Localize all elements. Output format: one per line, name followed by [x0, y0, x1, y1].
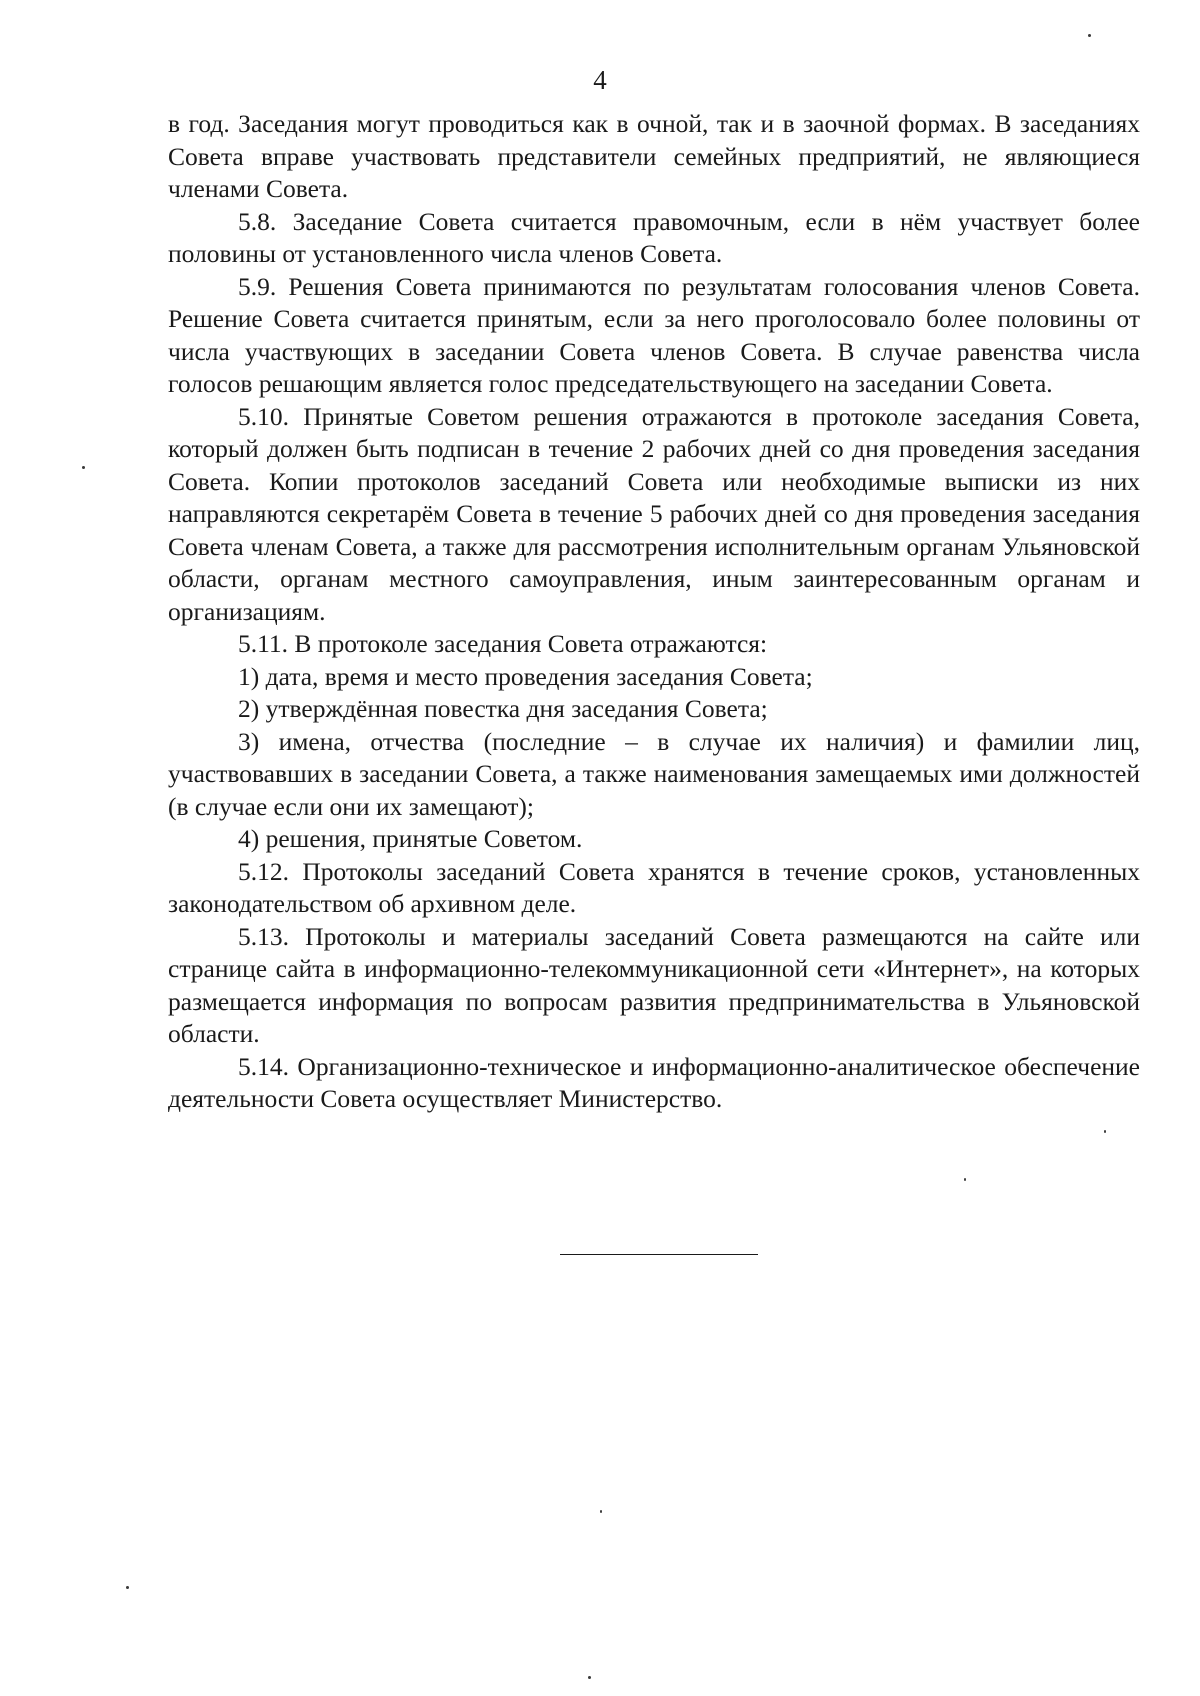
page-number: 4	[593, 65, 607, 95]
list-item-5-11-1: 1) дата, время и место проведения заседания Совета;	[238, 661, 813, 691]
scan-speck	[126, 1586, 129, 1589]
scan-speck	[1104, 1130, 1106, 1133]
paragraph-5-13: 5.13. Протоколы и материалы заседаний Совета размещаются на сайте или странице сайта в информационно-телекоммуникационной сети «Интернет», на которых размещается информация по вопросам развития предпринимательства в Ульяновской области.	[168, 921, 1140, 1048]
paragraph-5-8: 5.8. Заседание Совета считается правомочным, если в нём участвует более половины от установленного числа членов Совета.	[168, 206, 1140, 268]
scan-speck	[964, 1178, 966, 1181]
list-item-5-11-3: 3) имена, отчества (последние – в случае их наличия) и фамилии лиц, участвовавших в заседании Совета, а также наименования замещаемых ими должностей (в случае если они их замещают);	[168, 726, 1140, 821]
list-item-5-11-2: 2) утверждённая повестка дня заседания Совета;	[238, 694, 768, 723]
scan-speck	[588, 1676, 591, 1679]
list-item-5-11-4: 4) решения, принятые Советом.	[238, 824, 583, 853]
end-of-document-rule	[560, 1254, 758, 1255]
paragraph-continuation: в год. Заседания могут проводиться как в очной, так и в заочной формах. В заседаниях Совета вправе участвовать представители семейных предприятий, не являющиеся членами Совета.	[168, 109, 1140, 203]
paragraph-5-12: 5.12. Протоколы заседаний Совета хранятся в течение сроков, установленных законодательством об архивном деле.	[168, 856, 1140, 918]
scan-speck	[82, 466, 85, 469]
paragraph-5-11: 5.11. В протоколе заседания Совета отражаются:	[238, 629, 768, 658]
paragraph-5-10: 5.10. Принятые Советом решения отражаются в протоколе заседания Совета, который должен быть подписан в течение 2 рабочих дней со дня проведения заседания Совета. Копии протоколов заседаний Совета или необходимые выписки из них направляются секретарём Совета в течение 5 рабочих дней со дня проведения заседания Совета членам Совета, а также для рассмотрения исполнительным органам Ульяновской области, органам местного самоуправления, иным заинтересованным органам и организациям.	[168, 401, 1140, 626]
scan-speck	[1088, 34, 1091, 37]
paragraph-5-14: 5.14. Организационно-техническое и информационно-аналитическое обеспечение деятельности Совета осуществляет Министерство.	[168, 1051, 1140, 1113]
paragraph-5-9: 5.9. Решения Совета принимаются по результатам голосования членов Совета. Решение Совета считается принятым, если за него проголосовало более половины от числа участвующих в заседании Совета членов Совета. В случае равенства числа голосов решающим является голос председательствующего на заседании Совета.	[168, 271, 1140, 398]
scan-speck	[600, 1510, 602, 1513]
document-body	[168, 108, 1140, 1116]
